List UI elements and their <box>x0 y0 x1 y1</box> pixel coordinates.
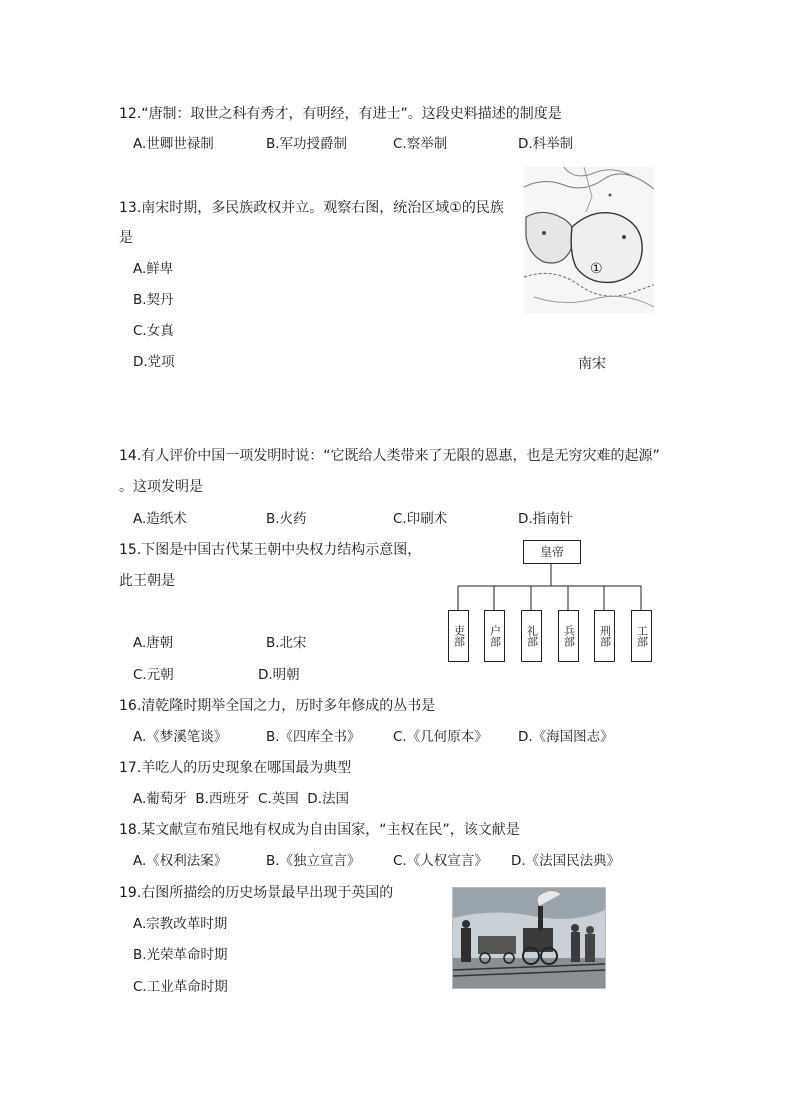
q12-option-a[interactable]: A.世卿世禄制 <box>133 136 214 152</box>
q15-option-c[interactable]: C.元朝 <box>133 667 174 683</box>
q15-option-b[interactable]: B.北宋 <box>266 635 307 651</box>
q18-option-d[interactable]: D.《法国民法典》 <box>511 853 621 869</box>
q18-option-c[interactable]: C.《人权宣言》 <box>393 853 488 869</box>
q12-stem: 12.“唐制：取世之科有秀才，有明经，有进士”。这段史料描述的制度是 <box>119 106 562 122</box>
q17-options[interactable]: A.葡萄牙 B.西班牙 C.英国 D.法国 <box>133 791 349 807</box>
q14-option-d[interactable]: D.指南针 <box>518 511 574 527</box>
q19-option-a[interactable]: A.宗教改革时期 <box>133 916 228 932</box>
q13-option-b[interactable]: B.契丹 <box>133 292 174 308</box>
q13-option-c[interactable]: C.女真 <box>133 323 174 339</box>
q14-stem-line1: 14.有人评价中国一项发明时说：“它既给人类带来了无限的恩惠，也是无穷灾难的起源” <box>119 448 660 464</box>
q18-option-a[interactable]: A.《权利法案》 <box>133 853 228 869</box>
q13-stem-line2: 是 <box>119 230 133 246</box>
q16-option-c[interactable]: C.《几何原本》 <box>393 729 488 745</box>
illustration-drawing <box>453 888 605 988</box>
chart-dept-war: 兵部 <box>558 610 579 662</box>
q13-stem-line1: 13.南宋时期，多民族政权并立。观察右图，统治区域①的民族 <box>119 200 504 216</box>
map-drawing <box>524 167 654 313</box>
q17-stem: 17.羊吃人的历史现象在哪国最为典型 <box>119 760 352 776</box>
southern-song-map <box>524 167 654 313</box>
q12-option-c[interactable]: C.察举制 <box>393 136 448 152</box>
q16-option-a[interactable]: A.《梦溪笔谈》 <box>133 729 228 745</box>
chart-emperor-box: 皇帝 <box>523 540 581 564</box>
q14-option-a[interactable]: A.造纸术 <box>133 511 187 527</box>
chart-dept-revenue: 户部 <box>484 610 505 662</box>
q13-option-d[interactable]: D.党项 <box>133 354 175 370</box>
q16-option-b[interactable]: B.《四库全书》 <box>266 729 361 745</box>
q19-stem: 19.右图所描绘的历史场景最早出现于英国的 <box>119 885 394 901</box>
map-region-marker: ① <box>590 261 603 277</box>
q13-option-a[interactable]: A.鲜卑 <box>133 261 174 277</box>
map-caption: 南宋 <box>578 356 606 372</box>
q15-option-a[interactable]: A.唐朝 <box>133 635 174 651</box>
chart-dept-rites: 礼部 <box>521 610 542 662</box>
q18-stem: 18.某文献宣布殖民地有权成为自由国家，“主权在民”，该文献是 <box>119 822 520 838</box>
q12-option-d[interactable]: D.科举制 <box>518 136 574 152</box>
q15-stem-line1: 15.下图是中国古代某王朝中央权力结构示意图， <box>119 542 422 558</box>
chart-dept-works: 工部 <box>631 610 652 662</box>
q12-option-b[interactable]: B.军功授爵制 <box>266 136 348 152</box>
q19-option-b[interactable]: B.光荣革命时期 <box>133 947 228 963</box>
q16-stem: 16.清乾隆时期举全国之力，历时多年修成的丛书是 <box>119 698 436 714</box>
chart-dept-personnel: 吏部 <box>448 610 469 662</box>
central-power-chart <box>445 540 655 666</box>
q18-option-b[interactable]: B.《独立宣言》 <box>266 853 361 869</box>
q15-option-d[interactable]: D.明朝 <box>258 667 300 683</box>
chart-dept-justice: 刑部 <box>594 610 615 662</box>
steam-locomotive-illustration <box>452 887 606 989</box>
q16-option-d[interactable]: D.《海国图志》 <box>518 729 614 745</box>
q14-stem-line2: 。这项发明是 <box>119 479 203 495</box>
q15-stem-line2: 此王朝是 <box>119 573 175 589</box>
q19-option-c[interactable]: C.工业革命时期 <box>133 979 228 995</box>
q14-option-b[interactable]: B.火药 <box>266 511 307 527</box>
q14-option-c[interactable]: C.印刷术 <box>393 511 448 527</box>
